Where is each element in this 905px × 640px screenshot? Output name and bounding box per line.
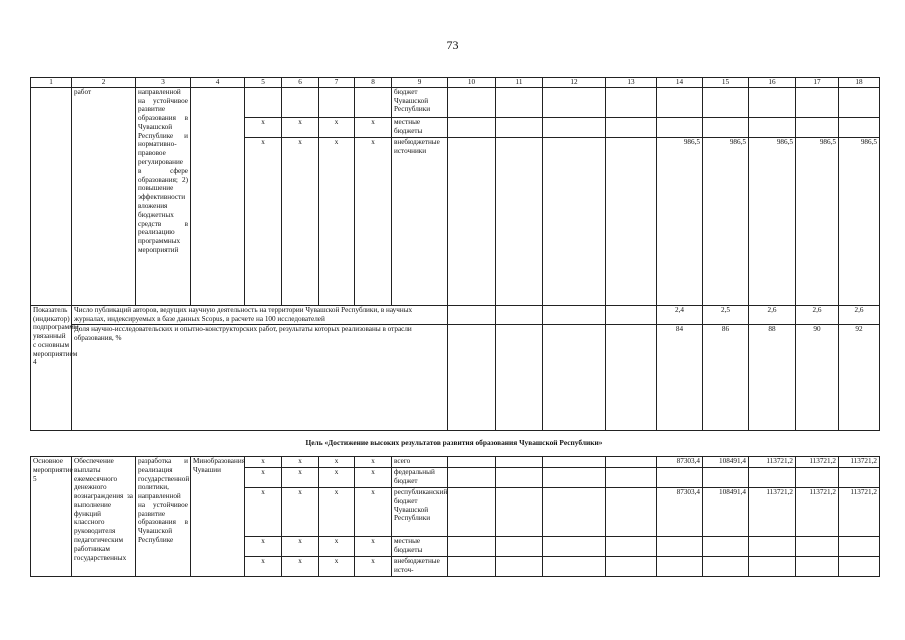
- code-cell: x: [282, 557, 319, 577]
- page-number: 73: [446, 38, 459, 52]
- value-cell: 986,5: [796, 137, 839, 305]
- table-row: [31, 457, 880, 468]
- col-number: 11: [496, 78, 543, 88]
- budget-table-bottom: [30, 456, 880, 577]
- code-cell: x: [319, 457, 355, 468]
- value-cell: 113721,2: [749, 457, 796, 468]
- value-cell: 986,5: [749, 137, 796, 305]
- indicator-value: 88: [749, 324, 796, 430]
- code-cell: x: [282, 117, 319, 137]
- executor-cell: Минобразования Чувашии: [191, 457, 245, 577]
- activity-name-cell: Обеспечение выплаты ежемесячного денежного вознаграждения за выполнение функций классного руководителя педагогическим работникам государственных: [72, 457, 136, 577]
- indicator-value: 86: [703, 324, 749, 430]
- code-cell: x: [245, 537, 282, 557]
- code-cell: x: [355, 488, 392, 537]
- indicator-text: Доля научно-исследовательских и опытно-конструкторских работ, результаты которых реализованы в отрасли образования, %: [72, 324, 448, 430]
- code-cell: x: [355, 117, 392, 137]
- source-cell: местные бюджеты: [392, 117, 448, 137]
- code-cell: x: [282, 488, 319, 537]
- value-cell: 108491,4: [703, 457, 749, 468]
- code-cell: x: [319, 137, 355, 305]
- col-number: 16: [749, 78, 796, 88]
- source-cell: всего: [392, 457, 448, 468]
- col-number: 17: [796, 78, 839, 88]
- col-number: 8: [355, 78, 392, 88]
- source-cell: местные бюджеты: [392, 537, 448, 557]
- table-row: [31, 87, 880, 117]
- code-cell: x: [282, 537, 319, 557]
- col-number: 1: [31, 78, 72, 88]
- indicator-value: 2,6: [796, 305, 839, 324]
- column-number-row: [31, 78, 880, 88]
- code-cell: x: [319, 557, 355, 577]
- col-number: 9: [392, 78, 448, 88]
- col-number: 10: [448, 78, 496, 88]
- col-number: 6: [282, 78, 319, 88]
- col-number: 13: [606, 78, 657, 88]
- code-cell: x: [245, 488, 282, 537]
- indicator-value: 84: [657, 324, 703, 430]
- indicator-row: [31, 324, 880, 430]
- source-cell: федеральный бюджет: [392, 468, 448, 488]
- activity-cell: Основное мероприятие 5: [31, 457, 72, 577]
- value-cell: 113721,2: [796, 488, 839, 537]
- indicator-row: [31, 305, 880, 324]
- activity-goal-cell: направленной на устойчивое развитие образования в Чувашской Республике и нормативно-правовое регулирование в сфере образования; 2) повышение эффективности вложения бюджетных средств в реализацию программных мероприятий: [136, 87, 191, 305]
- indicator-label: Показатель (индикатор) подпрограммы, увязанный с основным мероприятием 4: [31, 305, 72, 430]
- code-cell: x: [355, 557, 392, 577]
- code-cell: x: [355, 457, 392, 468]
- source-cell: республиканский бюджет Чувашской Республики: [392, 488, 448, 537]
- col-number: 15: [703, 78, 749, 88]
- value-cell: 113721,2: [796, 457, 839, 468]
- code-cell: x: [245, 557, 282, 577]
- budget-table-top: [30, 77, 880, 431]
- code-cell: x: [282, 137, 319, 305]
- value-cell: 986,5: [839, 137, 880, 305]
- value-cell: 113721,2: [749, 488, 796, 537]
- code-cell: x: [355, 468, 392, 488]
- indicator-value: 2,5: [703, 305, 749, 324]
- code-cell: x: [245, 137, 282, 305]
- source-cell: внебюджетные источники: [392, 137, 448, 305]
- value-cell: 87303,4: [657, 488, 703, 537]
- source-cell: бюджет Чувашской Республики: [392, 87, 448, 117]
- code-cell: x: [319, 488, 355, 537]
- col-number: 12: [543, 78, 606, 88]
- code-cell: x: [319, 468, 355, 488]
- indicator-value: 2,6: [749, 305, 796, 324]
- value-cell: 113721,2: [839, 488, 880, 537]
- indicator-value: 2,4: [657, 305, 703, 324]
- col-number: 4: [191, 78, 245, 88]
- code-cell: x: [319, 117, 355, 137]
- code-cell: x: [245, 457, 282, 468]
- col-number: 7: [319, 78, 355, 88]
- code-cell: x: [319, 537, 355, 557]
- col-number: 18: [839, 78, 880, 88]
- code-cell: x: [282, 457, 319, 468]
- col-number: 5: [245, 78, 282, 88]
- code-cell: x: [355, 137, 392, 305]
- col-number: 2: [72, 78, 136, 88]
- indicator-text: Число публикаций авторов, ведущих научную деятельность на территории Чувашской Республики, в научных журналах, индексируемых в базе данных Scopus, в расчете на 100 исследователей: [72, 305, 448, 324]
- indicator-value: 92: [839, 324, 880, 430]
- value-cell: 113721,2: [839, 457, 880, 468]
- activity-goal-cell: разработка и реализация государственной политики, направленной на устойчивое развитие образования в Чувашской Республике: [136, 457, 191, 577]
- value-cell: 87303,4: [657, 457, 703, 468]
- col-number: 14: [657, 78, 703, 88]
- indicator-value: 90: [796, 324, 839, 430]
- indicator-value: 2,6: [839, 305, 880, 324]
- value-cell: 108491,4: [703, 488, 749, 537]
- activity-cell: [31, 87, 72, 305]
- source-cell: внебюджетные источ-: [392, 557, 448, 577]
- col-number: 3: [136, 78, 191, 88]
- activity-name-cell: работ: [72, 87, 136, 305]
- value-cell: 986,5: [703, 137, 749, 305]
- goal-heading: Цель «Достижение высоких результатов развития образования Чувашской Республики»: [305, 438, 603, 447]
- code-cell: x: [282, 468, 319, 488]
- executor-cell: [191, 87, 245, 305]
- code-cell: x: [245, 117, 282, 137]
- code-cell: x: [355, 537, 392, 557]
- value-cell: 986,5: [657, 137, 703, 305]
- code-cell: x: [245, 468, 282, 488]
